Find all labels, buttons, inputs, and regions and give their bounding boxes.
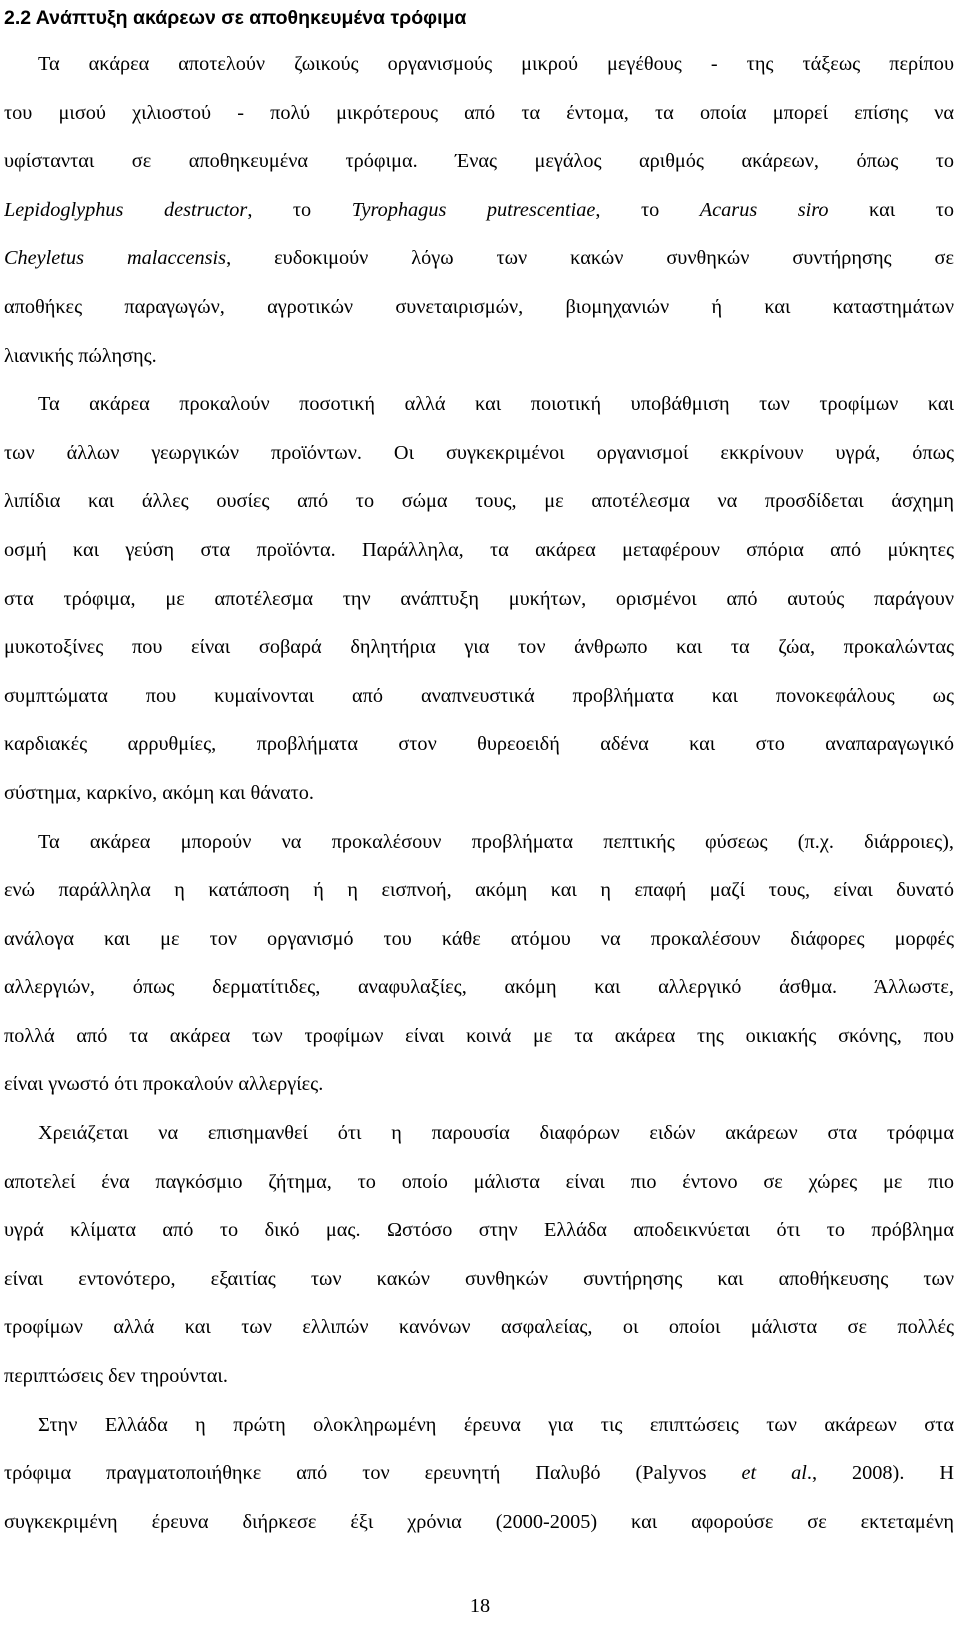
section-heading: 2.2 Ανάπτυξη ακάρεων σε αποθηκευμένα τρόφιμα: [4, 7, 467, 29]
text-line: αλλεργιών, όπως δερματίτιδες, αναφυλαξίες, ακόμη και αλλεργικό άσθμα. Άλλωστε,: [4, 976, 954, 999]
text-line: Τα ακάρεα προκαλούν ποσοτική αλλά και ποιοτική υποβάθμιση των τροφίμων και: [38, 393, 954, 416]
body-text: [4, 40, 954, 1546]
citation-et-al: et al: [741, 1462, 807, 1485]
species-name: Lepidoglyphus destructor: [4, 198, 248, 221]
species-name: Acarus siro: [699, 198, 829, 221]
text-line: αποτελεί ένα παγκόσμιο ζήτημα, το οποίο μάλιστα είναι πιο έντονο σε χώρες με πιο: [4, 1170, 954, 1193]
text-line: περιπτώσεις δεν τηρούνται.: [4, 1365, 228, 1388]
text-line: συμπτώματα που κυμαίνονται από αναπνευστικά προβλήματα και πονοκεφάλους ως: [4, 684, 954, 707]
text-line: Στην Ελλάδα η πρώτη ολοκληρωμένη έρευνα για τις επιπτώσεις των ακάρεων στα: [38, 1413, 954, 1436]
text-line: Lepidoglyphus destructor, το Tyrophagus putrescentiae, το Acarus siro και το: [4, 198, 954, 221]
text-line: υγρά κλίματα από το δικό μας. Ωστόσο στην Ελλάδα αποδεικνύεται ότι το πρόβλημα: [4, 1219, 954, 1242]
text-line: των άλλων γεωργικών προϊόντων. Οι συγκεκριμένοι οργανισμοί εκκρίνουν υγρά, όπως: [4, 441, 954, 464]
text-line: καρδιακές αρρυθμίες, προβλήματα στον θυρεοειδή αδένα και στο αναπαραγωγικό: [4, 733, 954, 756]
species-name: Tyrophagus putrescentiae: [351, 198, 596, 221]
text-line: Χρειάζεται να επισημανθεί ότι η παρουσία διαφόρων ειδών ακάρεων στα τρόφιμα: [38, 1122, 954, 1145]
text-line: λιανικής πώλησης.: [4, 344, 157, 367]
text-line: συγκεκριμένη έρευνα διήρκεσε έξι χρόνια (2000-2005) και αφορούσε σε εκτεταμένη: [4, 1510, 954, 1533]
text-line: τρόφιμα πραγματοποιήθηκε από τον ερευνητή Παλυβό (Palyvos et al., 2008). Η: [4, 1462, 954, 1485]
text-line: στα τρόφιμα, με αποτέλεσμα την ανάπτυξη μυκήτων, ορισμένοι από αυτούς παράγουν: [4, 587, 954, 610]
text-line: σύστημα, καρκίνο, ακόμη και θάνατο.: [4, 781, 315, 804]
text-line: του μισού χιλιοστού - πολύ μικρότερους από τα έντομα, τα οποία μπορεί επίσης να: [4, 101, 954, 124]
text-line: ενώ παράλληλα η κατάποση ή η εισπνοή, ακόμη και η επαφή μαζί τους, είναι δυνατό: [4, 879, 954, 902]
page-number: 18: [469, 1595, 491, 1617]
text-line: Τα ακάρεα αποτελούν ζωικούς οργανισμούς μικρού μεγέθους - της τάξεως περίπου: [38, 53, 954, 75]
text-line: υφίστανται σε αποθηκευμένα τρόφιμα. Ένας μεγάλος αριθμός ακάρεων, όπως το: [4, 150, 954, 173]
text-line: ανάλογα και με τον οργανισμό του κάθε ατόμου να προκαλέσουν διάφορες μορφές: [4, 927, 954, 950]
text-line: πολλά από τα ακάρεα των τροφίμων είναι κοινά με τα ακάρεα της οικιακής σκόνης, που: [4, 1024, 954, 1047]
text-line: αποθήκες παραγωγών, αγροτικών συνεταιρισμών, βιομηχανιών ή και καταστημάτων: [4, 295, 954, 318]
text-line: λιπίδια και άλλες ουσίες από το σώμα τους, με αποτέλεσμα να προσδίδεται άσχημη: [4, 490, 954, 513]
text-line: Cheyletus malaccensis, ευδοκιμούν λόγω των κακών συνθηκών συντήρησης σε: [4, 247, 954, 270]
text-line: είναι εντονότερο, εξαιτίας των κακών συνθηκών συντήρησης και αποθήκευσης των: [4, 1267, 954, 1290]
text-line: είναι γνωστό ότι προκαλούν αλλεργίες.: [4, 1073, 324, 1096]
text-line: τροφίμων αλλά και των ελλιπών κανόνων ασφαλείας, οι οποίοι μάλιστα σε πολλές: [4, 1316, 954, 1339]
text-line: Τα ακάρεα μπορούν να προκαλέσουν προβλήματα πεπτικής φύσεως (π.χ. διάρροιες),: [38, 830, 954, 853]
text-line: οσμή και γεύση στα προϊόντα. Παράλληλα, τα ακάρεα μεταφέρουν σπόρια από μύκητες: [4, 538, 954, 561]
text-line: μυκοτοξίνες που είναι σοβαρά δηλητήρια για τον άνθρωπο και τα ζώα, προκαλώντας: [4, 636, 954, 659]
species-name: Cheyletus malaccensis: [4, 247, 227, 270]
